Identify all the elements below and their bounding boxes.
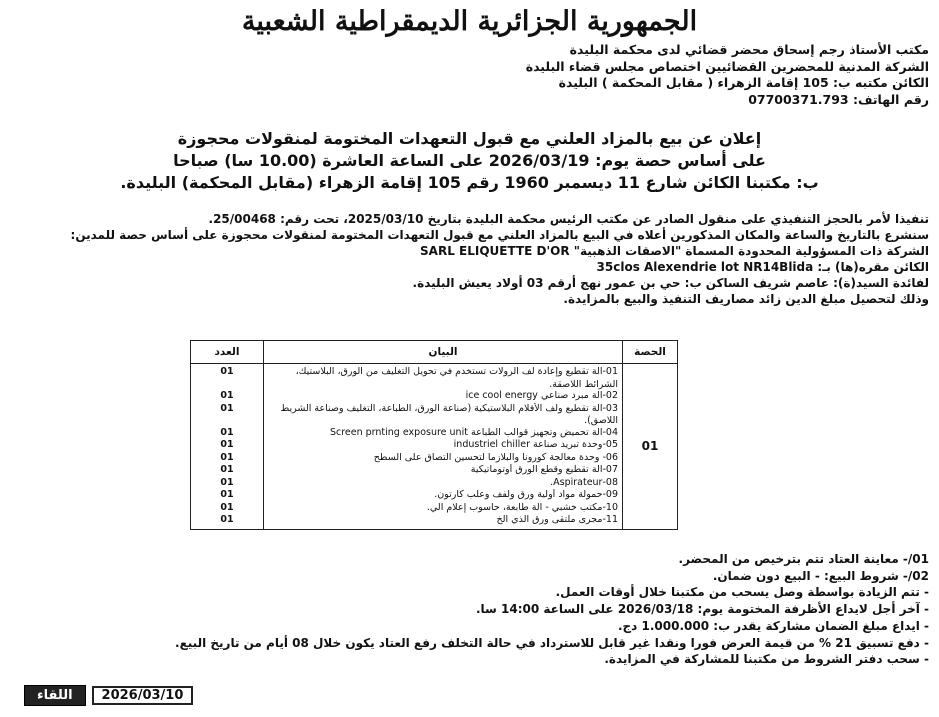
meeting-label: اللقاء — [24, 685, 86, 706]
condition-line-7: - سحب دفتر الشروط من مكتبنا للمشاركة في المزايدة. — [604, 652, 929, 667]
items-count-cell — [191, 364, 264, 530]
announcement-line-3: ب: مكتبنا الكائن شارع 11 ديسمبر 1960 رقم 105 إقامة الزهراء (مقابل المحكمة) البليدة. — [120, 173, 819, 192]
footer — [24, 686, 193, 705]
list-item: 03-آلة تقطيع ولف الأفلام البلاستيكية (صناعة الورق، الطباعة، التغليف وصناعة الشريط اللاصق). — [280, 402, 618, 426]
header-desc: البيان — [264, 341, 623, 364]
condition-line-1: 01/- معاينة العتاد تتم بترخيص من المحضر. — [678, 552, 929, 566]
body-line-5: لفائدة السيد(ة): عاصم شريف الساكن ب: حي بن عمور نهج أرقم 03 أولاد يعيش البليدة. — [412, 276, 929, 290]
item-count: 01 — [220, 390, 234, 401]
item-count: 01 — [220, 366, 234, 377]
announcement-line-1: إعلان عن بيع بالمزاد العلني مع قبول التعهدات المختومة لمنقولات محجوزة — [177, 129, 762, 148]
items-description-cell — [264, 364, 623, 530]
item-count: 01 — [220, 476, 234, 488]
list-item: 02-آلة مبرد صناعي ice cool energy — [465, 390, 618, 401]
item-count: 01 — [220, 451, 234, 463]
header-count: العدد — [191, 341, 264, 364]
page-title: الجمهورية الجزائرية الديمقراطية الشعبية — [241, 6, 698, 37]
goods-table-header — [191, 341, 678, 364]
body-line-3: الشركة ذات المسؤولية المحدودة المسماة "الاصقات الذهبية" SARL ELIQUETTE D'OR — [420, 244, 929, 258]
office-header — [229, 42, 929, 108]
list-item: 04-آلة تحميض وتجهيز قوالب الطباعة Screen prnting exposure unit — [329, 426, 618, 438]
item-count: 01 — [220, 464, 234, 475]
condition-line-5: - ايداع مبلغ الضمان مشاركة يقدر ب: 1.000.000 دج. — [617, 618, 929, 633]
list-item: 08-Aspirateur. — [550, 476, 618, 488]
office-line-2: الشركة المدنية للمحضرين القضائيين اختصاص مجلس قضاء البليدة — [525, 58, 929, 74]
header-lot: الحصة — [623, 341, 678, 364]
goods-table — [190, 340, 678, 530]
item-count: 01 — [220, 402, 234, 414]
list-item: 09-حمولة مواد أولية ورق ولفف وعلب كارتون. — [434, 489, 618, 500]
condition-line-2: 02/- شروط البيع: - البيع دون ضمان. — [712, 568, 929, 583]
publication-date: 2026/03/10 — [92, 686, 194, 705]
body-line-2: سنشرع بالتاريخ والساعة والمكان المذكورين أعلاه في البيع بالمزاد العلني مع قبول التعهدات المختومة لمنقولات محجوزة على أساس حصة للمدين: — [70, 228, 929, 242]
item-count: 01 — [220, 514, 234, 525]
list-item: 01-آلة تقطيع وإعادة لف الرولات تستخدم في تحويل التغليف من الورق، البلاستيك، الشرائط اللاصقة. — [295, 366, 618, 390]
condition-line-6: - دفع تسبيق 21 % من قيمة العرض فورا ونقدا غير قابل للاسترداد في حالة التخلف رفع العتاد يكون خلال 08 أيام من تاريخ البيع. — [175, 635, 929, 650]
body-line-1: تنفيذا لأمر بالحجز التنفيذي على منقول الصادر عن مكتب الرئيس محكمة البليدة بتاريخ 2025/03/10، تحت رقم: 25/00468. — [208, 212, 929, 226]
list-item: 05-وحدة تبريد صناعة industriel chiller — [453, 439, 618, 450]
body-line-4: الكائن مقره(ها) بـ: 35clos Alexendrie lot NR14Blida — [596, 260, 929, 274]
lot-number: 01 — [623, 364, 678, 530]
list-item: 11-مجرى ملتقى ورق الذي الخ — [496, 514, 618, 525]
sale-conditions — [9, 551, 929, 668]
condition-line-4: - آخر أجل لايداع الأظرفة المختومة يوم: 2026/03/18 على الساعة 14:00 سا. — [475, 602, 929, 617]
list-item: 07-آلة تقطيع وقطع الورق أوتوماتيكية — [470, 464, 618, 475]
item-count: 01 — [220, 489, 234, 500]
office-phone: رقم الهاتف: 07700371.793 — [748, 91, 929, 107]
notice-body — [9, 211, 929, 307]
table-row — [191, 364, 678, 530]
list-item: 10-مكتب خشبي - آلة طابعة، حاسوب إعلام آلي. — [426, 501, 618, 513]
body-line-6: وذلك لتحصيل مبلغ الدين زائد مصاريف التنفيذ والبيع بالمزايدة. — [563, 292, 929, 306]
list-item: 06- وحدة معالجة كورونا والبلازما لتحسين التصاق على السطح — [373, 451, 618, 463]
item-count: 01 — [220, 501, 234, 513]
condition-line-3: - تتم الزيادة بواسطة وصل يسحب من مكتبنا خلال أوقات العمل. — [555, 585, 929, 600]
item-count: 01 — [220, 439, 234, 450]
item-count: 01 — [220, 426, 234, 438]
office-line-1: مكتب الأستاذ رجم إسحاق محضر قضائي لدى محكمة البليدة — [569, 42, 929, 57]
announcement-line-2: على أساس حصة يوم: 2026/03/19 على الساعة العاشرة (10.00 سا) صباحا — [173, 151, 766, 170]
office-line-3: الكائن مكتبه ب: 105 إقامة الزهراء ( مقابل المحكمة ) البليدة — [558, 75, 929, 90]
